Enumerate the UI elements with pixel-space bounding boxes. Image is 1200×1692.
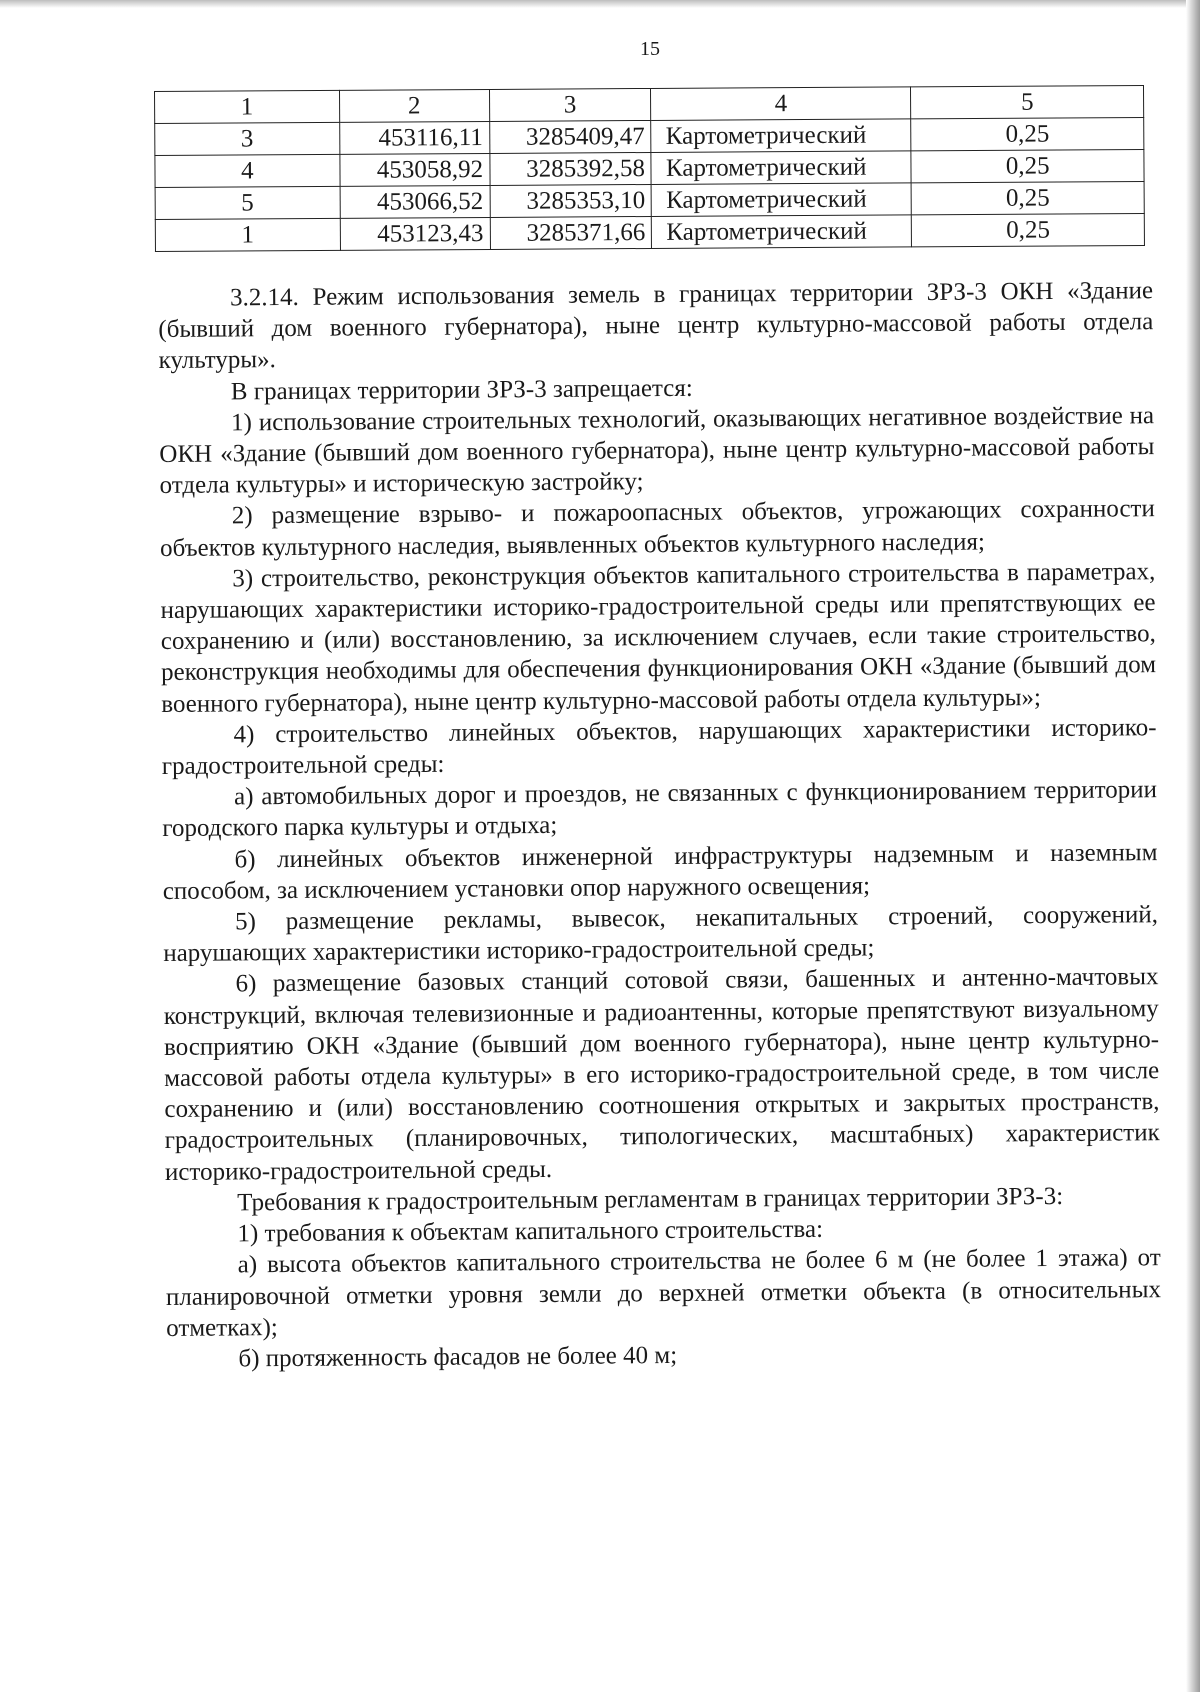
table-header-cell: 2 (339, 89, 489, 122)
method-cell: Картометрический (652, 215, 912, 249)
list-item: 2) размещение взрыво- и пожароопасных объектов, угрожающих сохранности объектов культурного наследия, выявленных объектов культурного наследия; (159, 495, 1155, 562)
accuracy-cell: 0,25 (911, 181, 1144, 214)
paragraph: В границах территории ЗРЗ-3 запрещается: (230, 374, 693, 406)
y-coordinate-cell: 3285392,58 (489, 152, 651, 185)
y-coordinate-cell: 3285371,66 (490, 216, 652, 249)
point-number-cell: 5 (155, 186, 340, 219)
list-item: 5) размещение рекламы, вывесок, некапитальных строений, сооружений, нарушающих характеристики историко-градостроительной среды; (163, 901, 1159, 968)
method-cell: Картометрический (651, 151, 911, 185)
sub-list-item: а) автомобильных дорог и проездов, не связанных с функционированием территории городского парка культуры и отдыха; (162, 776, 1158, 843)
page-number: 15 (640, 38, 660, 60)
x-coordinate-cell: 453066,52 (340, 185, 490, 218)
method-cell: Картометрический (652, 183, 912, 217)
point-number-cell: 1 (155, 218, 340, 251)
list-item: 4) строительство линейных объектов, нарушающих характеристики историко-градостроительной среды: (161, 714, 1157, 781)
scan-edge-right (1186, 0, 1200, 1692)
x-coordinate-cell: 453058,92 (340, 153, 490, 186)
y-coordinate-cell: 3285353,10 (490, 184, 652, 217)
point-number-cell: 3 (155, 122, 340, 155)
accuracy-cell: 0,25 (911, 117, 1144, 150)
list-item: 1) использование строительных технологий, оказывающих негативное воздействие на ОКН «Здание (бывший дом военного губернатора), ныне центр культурно-массовой работы отдела культуры» и историческую застройку; (159, 401, 1155, 500)
table-header-cell: 1 (155, 90, 340, 123)
list-item: 1) требования к объектам капитального строительства: (237, 1215, 824, 1248)
scan-edge-top (0, 0, 1200, 8)
accuracy-cell: 0,25 (912, 213, 1145, 246)
accuracy-cell: 0,25 (911, 149, 1144, 182)
y-coordinate-cell: 3285409,47 (489, 120, 651, 153)
sub-list-item: а) высота объектов капитального строительства не более 6 м (не более 1 этажа) от планировочной отметки уровня земли до верхней отметки объекта (в относительных отметках); (165, 1244, 1162, 1342)
method-cell: Картометрический (651, 119, 911, 153)
table-header-cell: 5 (911, 85, 1144, 118)
list-item: 6) размещение базовых станций сотовой связи, башенных и антенно-мачтовых конструкций, включая телевизионные и радиоантенны, которые препятствуют визуальному восприятию ОКН «Здание (бывший дом военного губернатора), ныне центр культурно-массовой работы отдела культуры» в его историко-градостроительной среде, в том числе сохранению и (или) восстановлению соотношения открытых и закрытых пространств, градостроительных (планировочных, типологических, масштабных) характеристик историко-градостроительной среды. (163, 963, 1160, 1186)
table-header-cell: 4 (651, 87, 911, 121)
sub-list-item: б) протяженность фасадов не более 40 м; (238, 1341, 678, 1373)
x-coordinate-cell: 453116,11 (339, 121, 489, 154)
table-header-cell: 3 (489, 88, 651, 121)
list-item: 3) строительство, реконструкция объектов капитального строительства в параметрах, нарушающих характеристики историко-градостроительной среды или препятствующих ее сохранению и (или) восстановлению, за исключением случаев, если такие строительство, реконструкция необходимы для обеспечения функционирования ОКН «Здание (бывший дом военного губернатора), ныне центр культурно-массовой работы отдела культуры»; (160, 558, 1157, 718)
body-text (158, 275, 1162, 1375)
point-number-cell: 4 (155, 154, 340, 187)
section-heading-paragraph: 3.2.14. Режим использования земель в границах территории ЗРЗ-3 ОКН «Здание (бывший дом военного губернатора), ныне центр культурно-массовой работы отдела культуры». (158, 277, 1154, 375)
coordinates-table (154, 85, 1145, 252)
paragraph: Требования к градостроительным регламентам в границах территории ЗРЗ-3: (237, 1182, 1064, 1217)
table-row (155, 213, 1144, 251)
x-coordinate-cell: 453123,43 (340, 217, 490, 250)
sub-list-item: б) линейных объектов инженерной инфраструктуры надземным и наземным способом, за исключением установки опор наружного освещения; (162, 838, 1158, 905)
